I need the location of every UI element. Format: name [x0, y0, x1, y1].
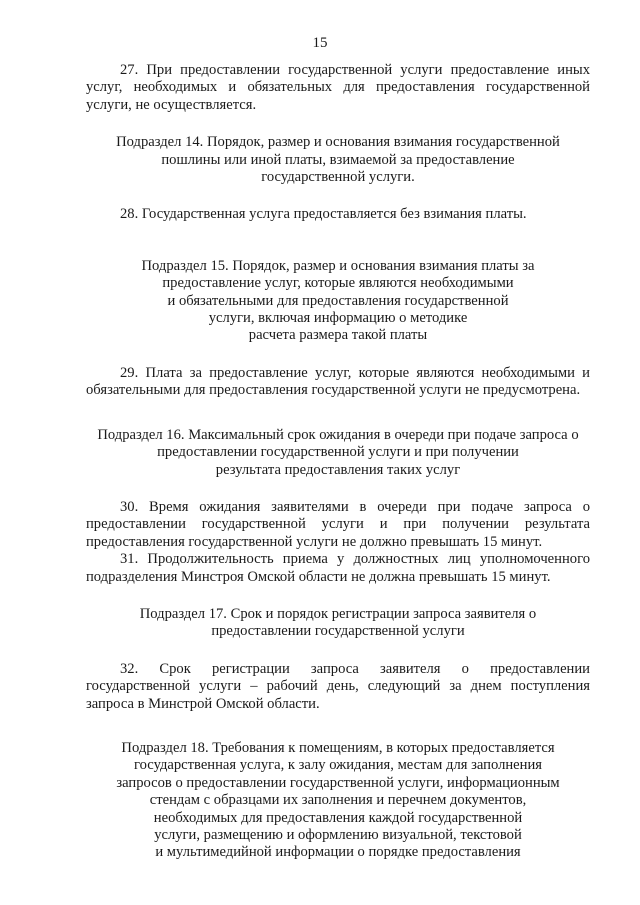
heading-line: пошлины или иной платы, взимаемой за предоставление	[161, 151, 515, 168]
heading-line: услуги, размещению и оформлению визуальной, текстовой	[154, 827, 522, 843]
subsection-14-heading	[86, 134, 590, 186]
document-body	[86, 62, 590, 862]
heading-line: предоставлении государственной услуги и при получении	[157, 444, 519, 461]
subsection-17-heading	[86, 606, 590, 641]
heading-line: предоставление услуг, которые являются необходимыми	[162, 275, 514, 292]
heading-line: и мультимедийной информации о порядке предоставления	[155, 844, 521, 861]
heading-line: расчета размера такой платы	[248, 327, 428, 344]
paragraph-28: 28. Государственная услуга предоставляется без взимания платы.	[120, 206, 527, 223]
heading-line: стендам с образцами их заполнения и перечнем документов,	[149, 792, 527, 809]
paragraph-29: 29. Плата за предоставление услуг, которые являются необходимыми и обязательными для предоставления государственной услуги не предусмотрена.	[86, 364, 590, 399]
subsection-16-heading	[86, 427, 590, 479]
subsection-15-heading	[86, 258, 590, 345]
heading-line: государственной услуги.	[261, 169, 415, 186]
subsection-18-heading	[86, 740, 590, 862]
heading-line: Подраздел 16. Максимальный срок ожидания в очереди при подаче запроса о	[97, 426, 579, 443]
paragraph-31: 31. Продолжительность приема у должностных лиц уполномоченного подразделения Минстроя Омской области не должна превышать 15 минут.	[86, 551, 590, 585]
heading-line: необходимых для предоставления каждой государственной	[153, 809, 523, 826]
paragraph-32: 32. Срок регистрации запроса заявителя о предоставлении государственной услуги – рабочий день, следующий за днем поступления запроса в Минстрой Омской области.	[86, 660, 590, 712]
heading-line: Подраздел 15. Порядок, размер и основания взимания платы за	[141, 257, 535, 274]
heading-line: Подраздел 17. Срок и порядок регистрации запроса заявителя о	[139, 605, 537, 622]
heading-line: Подраздел 18. Требования к помещениям, в которых предоставляется	[121, 739, 555, 756]
heading-line: Подраздел 14. Порядок, размер и основания взимания государственной	[116, 134, 560, 151]
heading-line: и обязательными для предоставления государственной	[167, 292, 509, 309]
heading-line: государственная услуга, к залу ожидания, местам для заполнения	[134, 757, 542, 774]
heading-line: запросов о предоставлении государственной услуги, информационным	[116, 774, 560, 791]
heading-line: результата предоставления таких услуг	[215, 461, 461, 478]
heading-line: предоставлении государственной услуги	[211, 623, 465, 640]
heading-line: услуги, включая информацию о методике	[208, 310, 468, 327]
paragraph-30: 30. Время ожидания заявителями в очереди при подаче запроса о предоставлении государственной услуги и при получении результата предоставления государственной услуги не должно превышать 15 минут.	[86, 498, 590, 550]
paragraph-27: 27. При предоставлении государственной услуги предоставление иных услуг, необходимых и обязательных для предоставления государственной услуги, не осуществляется.	[86, 62, 590, 113]
page-number: 15	[312, 35, 328, 51]
